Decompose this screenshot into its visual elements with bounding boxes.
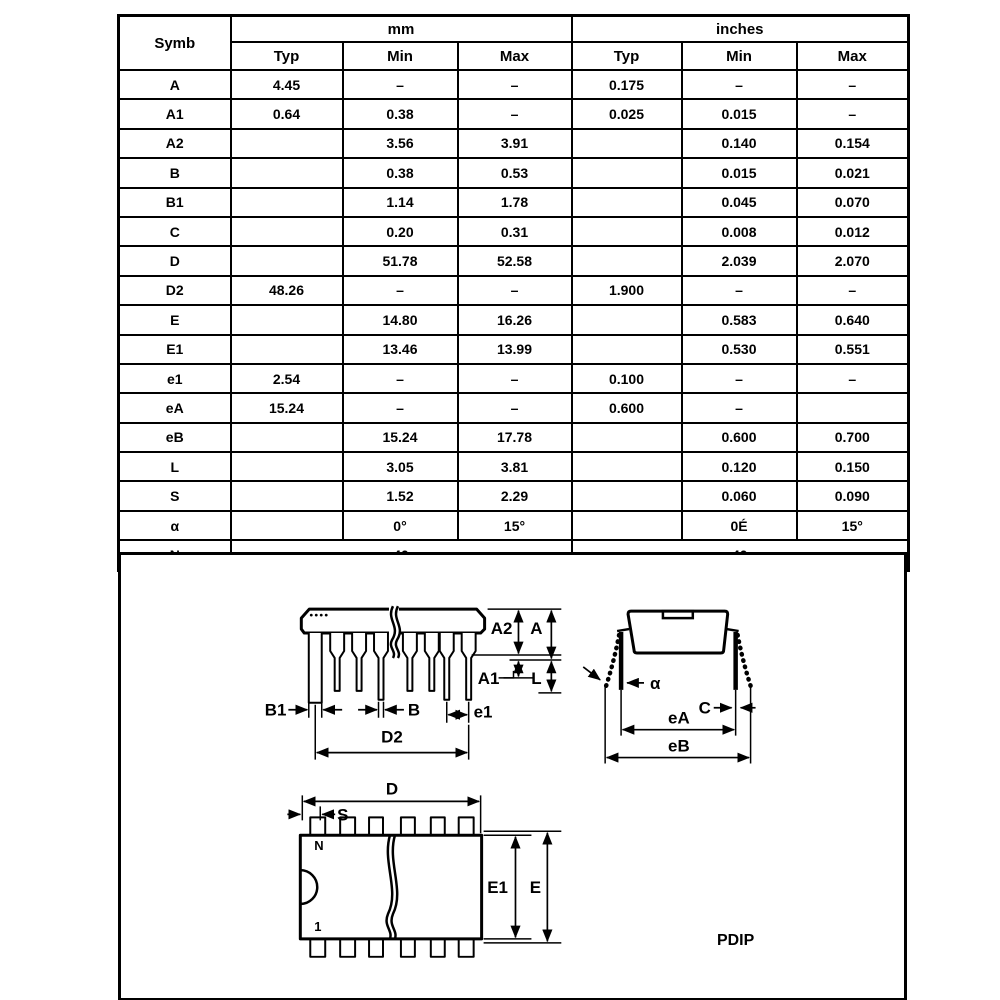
inches-typ-cell	[572, 511, 682, 540]
e1-extension	[447, 702, 469, 723]
symbol-cell: E1	[119, 335, 231, 364]
inches-typ-cell	[572, 246, 682, 275]
inches-typ-cell	[572, 188, 682, 217]
inches-max-cell: 0.551	[797, 335, 909, 364]
inches-min-cell: 0.140	[682, 129, 797, 158]
mm-min-cell: 0.38	[343, 99, 458, 128]
inches-max-cell: –	[797, 364, 909, 393]
inches-max-cell	[797, 393, 909, 422]
inches-typ-cell	[572, 158, 682, 187]
table-row	[119, 364, 909, 393]
lead	[309, 633, 322, 703]
inches-typ-cell	[572, 129, 682, 158]
a-label: A	[530, 619, 543, 639]
inches-typ-cell: 1.900	[572, 276, 682, 305]
inches-typ-cell: 0.175	[572, 70, 682, 99]
col-header-mm-min: Min	[343, 42, 458, 70]
table-row	[119, 158, 909, 187]
lead	[462, 633, 476, 700]
table-row	[119, 99, 909, 128]
inches-max-cell: –	[797, 99, 909, 128]
mm-max-cell: 3.81	[458, 452, 572, 481]
alpha-label: α	[649, 673, 661, 693]
mm-max-cell: 1.78	[458, 188, 572, 217]
mm-min-cell: 13.46	[343, 335, 458, 364]
inches-max-cell: 0.700	[797, 423, 909, 452]
mm-typ-cell	[231, 481, 343, 510]
table-header	[119, 16, 909, 71]
e1-label: E1	[487, 878, 508, 898]
inches-min-cell: 0.060	[682, 481, 797, 510]
table-body	[119, 70, 909, 570]
table-row	[119, 246, 909, 275]
col-header-mm: mm	[231, 16, 572, 43]
inches-typ-cell	[572, 423, 682, 452]
mm-max-cell: 3.91	[458, 129, 572, 158]
ea-label: eA	[668, 708, 690, 728]
table-row	[119, 423, 909, 452]
mm-max-cell: 0.53	[458, 158, 572, 187]
table-row	[119, 511, 909, 540]
symbol-cell: α	[119, 511, 231, 540]
inches-max-cell: –	[797, 276, 909, 305]
l-label: L	[531, 668, 542, 688]
col-header-inches-typ: Typ	[572, 42, 682, 70]
table-row	[119, 481, 909, 510]
lead	[374, 633, 388, 700]
inches-max-cell: 2.070	[797, 246, 909, 275]
table-row	[119, 276, 909, 305]
symbol-cell: C	[119, 217, 231, 246]
inches-max-cell: 0.154	[797, 129, 909, 158]
lead	[403, 633, 417, 691]
mm-max-cell: 15°	[458, 511, 572, 540]
d-label: D	[385, 779, 399, 799]
inches-typ-cell: 0.025	[572, 99, 682, 128]
lead-splayed-position	[738, 635, 751, 686]
mm-typ-cell: 15.24	[231, 393, 343, 422]
inches-max-cell: 0.090	[797, 481, 909, 510]
symbol-cell: eA	[119, 393, 231, 422]
inches-min-cell: 0.045	[682, 188, 797, 217]
mm-max-cell: –	[458, 364, 572, 393]
symbol-cell: S	[119, 481, 231, 510]
table-row	[119, 70, 909, 99]
symbol-cell: A2	[119, 129, 231, 158]
symbol-cell: eB	[119, 423, 231, 452]
inches-max-cell: 0.021	[797, 158, 909, 187]
top-lead-row	[310, 817, 473, 835]
mm-typ-cell	[231, 423, 343, 452]
package-type-caption: PDIP	[717, 931, 755, 949]
inches-min-cell: –	[682, 70, 797, 99]
bottom-lead-row	[310, 939, 473, 957]
inches-max-cell: 0.640	[797, 305, 909, 334]
e1-label: e1	[473, 702, 493, 722]
table-row	[119, 188, 909, 217]
inches-max-cell: 0.012	[797, 217, 909, 246]
mm-max-cell: –	[458, 99, 572, 128]
inches-max-cell: 0.150	[797, 452, 909, 481]
a2-label: A2	[490, 619, 513, 639]
mm-min-cell: 0.20	[343, 217, 458, 246]
mm-min-cell: –	[343, 70, 458, 99]
symbol-cell: A1	[119, 99, 231, 128]
inches-typ-cell	[572, 481, 682, 510]
inches-min-cell: –	[682, 364, 797, 393]
mm-max-cell: 52.58	[458, 246, 572, 275]
table-row	[119, 129, 909, 158]
mm-min-cell: –	[343, 364, 458, 393]
mm-max-cell: –	[458, 393, 572, 422]
pin-n-label: N	[314, 838, 324, 854]
inches-min-cell: 0.600	[682, 423, 797, 452]
mm-typ-cell: 4.45	[231, 70, 343, 99]
mm-max-cell: 17.78	[458, 423, 572, 452]
symbol-cell: A	[119, 70, 231, 99]
mm-min-cell: –	[343, 393, 458, 422]
table-row	[119, 217, 909, 246]
mm-min-cell: 15.24	[343, 423, 458, 452]
inches-min-cell: 0.015	[682, 99, 797, 128]
e-label: E	[529, 878, 542, 898]
header-row-typminmax	[119, 42, 909, 70]
symbol-cell: L	[119, 452, 231, 481]
col-header-symb: Symb	[119, 16, 231, 71]
lead	[330, 633, 344, 691]
mm-typ-cell: 0.64	[231, 99, 343, 128]
inches-min-cell: 0.015	[682, 158, 797, 187]
a1-leader	[499, 671, 514, 678]
mm-typ-cell	[231, 305, 343, 334]
col-header-inches-min: Min	[682, 42, 797, 70]
mm-typ-cell	[231, 188, 343, 217]
table-row	[119, 305, 909, 334]
inches-max-cell: 0.070	[797, 188, 909, 217]
table-row	[119, 393, 909, 422]
header-row-units	[119, 16, 909, 43]
symbol-cell: B	[119, 158, 231, 187]
lead	[440, 633, 454, 700]
col-header-inches: inches	[572, 16, 909, 43]
inches-max-cell: 15°	[797, 511, 909, 540]
package-drawing-box	[118, 552, 907, 1000]
eb-label: eB	[668, 736, 690, 756]
package-dimensions-table	[117, 14, 910, 572]
mm-typ-cell: 48.26	[231, 276, 343, 305]
b1-label: B1	[264, 700, 287, 720]
mm-max-cell: 13.99	[458, 335, 572, 364]
mm-max-cell: 2.29	[458, 481, 572, 510]
mm-max-cell: 16.26	[458, 305, 572, 334]
mm-min-cell: 3.05	[343, 452, 458, 481]
inches-min-cell: 0.120	[682, 452, 797, 481]
mm-min-cell: 1.14	[343, 188, 458, 217]
table-row	[119, 452, 909, 481]
inches-typ-cell	[572, 452, 682, 481]
side-view	[265, 606, 562, 759]
mm-min-cell: –	[343, 276, 458, 305]
mm-min-cell: 0.38	[343, 158, 458, 187]
inches-typ-cell	[572, 305, 682, 334]
mm-typ-cell: 2.54	[231, 364, 343, 393]
symbol-cell: D	[119, 246, 231, 275]
b-label: B	[407, 700, 421, 720]
inches-min-cell: 0.008	[682, 217, 797, 246]
inches-min-cell: 0.583	[682, 305, 797, 334]
c-label: C	[698, 698, 711, 718]
mm-typ-cell	[231, 452, 343, 481]
inches-min-cell: 0.530	[682, 335, 797, 364]
s-label: S	[337, 805, 349, 825]
pin-1-label: 1	[314, 918, 322, 934]
lead	[425, 633, 439, 691]
mm-typ-cell	[231, 158, 343, 187]
package-drawing	[121, 555, 904, 998]
top-view	[287, 779, 561, 956]
mm-min-cell: 0°	[343, 511, 458, 540]
lead-splayed-position	[606, 635, 619, 686]
mm-min-cell: 3.56	[343, 129, 458, 158]
mm-typ-cell	[231, 246, 343, 275]
mm-typ-cell	[231, 335, 343, 364]
inches-typ-cell	[572, 335, 682, 364]
mm-typ-cell	[231, 129, 343, 158]
mm-min-cell: 14.80	[343, 305, 458, 334]
d2-label: D2	[381, 727, 403, 747]
mm-min-cell: 51.78	[343, 246, 458, 275]
mm-typ-cell	[231, 217, 343, 246]
b-extension	[379, 702, 384, 718]
inches-typ-cell: 0.100	[572, 364, 682, 393]
col-header-mm-max: Max	[458, 42, 572, 70]
mm-typ-cell	[231, 511, 343, 540]
inches-typ-cell	[572, 217, 682, 246]
col-header-inches-max: Max	[797, 42, 909, 70]
mm-max-cell: –	[458, 70, 572, 99]
mm-max-cell: 0.31	[458, 217, 572, 246]
inches-typ-cell: 0.600	[572, 393, 682, 422]
lead-pointer-arrow	[583, 667, 600, 680]
mm-min-cell: 1.52	[343, 481, 458, 510]
inches-min-cell: –	[682, 276, 797, 305]
mm-max-cell: –	[458, 276, 572, 305]
table-row	[119, 335, 909, 364]
inches-min-cell: 2.039	[682, 246, 797, 275]
symbol-cell: D2	[119, 276, 231, 305]
symbol-cell: E	[119, 305, 231, 334]
a1-label: A1	[477, 668, 500, 688]
symbol-cell: e1	[119, 364, 231, 393]
inches-max-cell: –	[797, 70, 909, 99]
inches-min-cell: 0É	[682, 511, 797, 540]
inches-min-cell: –	[682, 393, 797, 422]
end-view	[583, 611, 755, 763]
lead	[352, 633, 366, 691]
col-header-mm-typ: Typ	[231, 42, 343, 70]
symbol-cell: B1	[119, 188, 231, 217]
